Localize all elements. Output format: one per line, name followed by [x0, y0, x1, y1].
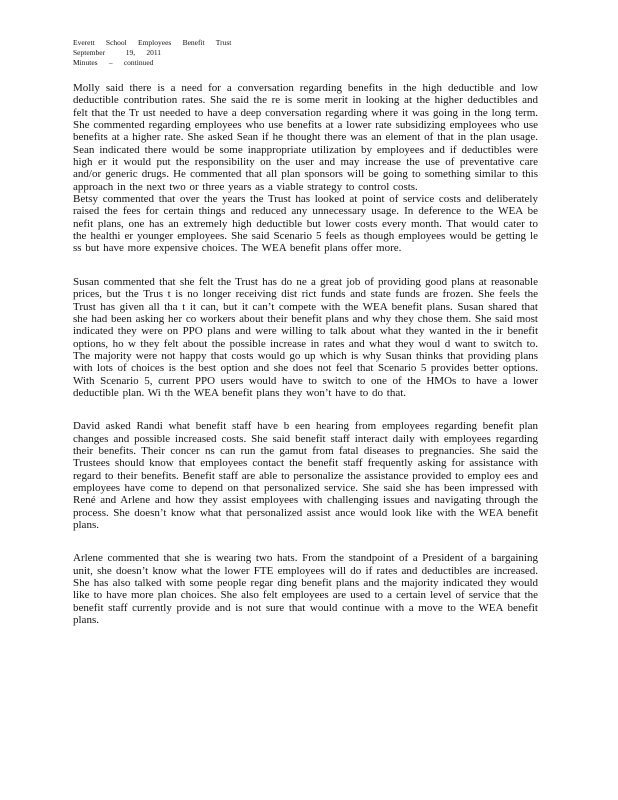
- header-date: September 19, 2011: [73, 48, 162, 57]
- paragraph-spacer: [73, 255, 538, 276]
- document-body: [73, 82, 538, 626]
- header-subtitle: Minutes – continued: [73, 58, 154, 67]
- paragraph-susan: Susan commented that she felt the Trust has do ne a great job of providing good plans at reasonable prices, but the Trus t is no longer receiving dist rict funds and state funds are frozen. She feels the Trust has given all tha t it can, but it can’t compete with the WEA benefit plans. Susan shared that she had been asking her co workers about their benefit plans and why they chose them. She said most indicated they were on PPO plans and were willing to talk about what they wanted in the ir benefit options, ho w they felt about the possible increase in rates and what they woul d want to switch to. The majority were not happy that costs would go up which is why Susan thinks that providing plans with lots of choices is the best option and she does not feel that Scenario 5 provides better options. With Scenario 5, current PPO users would have to switch to one of the HMOs to have a lower deductible plan. Wi th the WEA benefit plans they won’t have to do that.: [73, 275, 538, 399]
- document-header: [73, 38, 231, 68]
- paragraph-betsy: Betsy commented that over the years the Trust has looked at point of service costs and deliberately raised the fees for certain things and reduced any unnecessary usage. In deference to the WEA be nefit plans, one has an extremely high deductible but lower costs every month. That would cater to the healthi er younger employees. She said Scenario 5 feels as though employees would be getting le ss but have more expensive choices. The WEA benefit plans offer more.: [73, 193, 538, 255]
- paragraph-spacer: [73, 399, 538, 420]
- paragraph-david: David asked Randi what benefit staff have b een hearing from employees regarding benefit plan changes and possible increased costs. She said benefit staff interact daily with employees regarding their benefits. Their concer ns can run the gamut from fatal diseases to pregnancies. She said the Trustees should know that employees contact the benefit staff frequently asking for assistance with regard to their benefits. Benefit staff are able to personalize the assistance provided to employ ees and employees have come to depend on that personalized service. She said she has been impressed with René and Arlene and how they assist employees with challenging issues and navigating through the process. She doesn’t know what that personalized assist ance would look like with the WEA benefit plans.: [73, 420, 538, 531]
- paragraph-spacer: [73, 531, 538, 552]
- paragraph-arlene: Arlene commented that she is wearing two hats. From the standpoint of a President of a bargaining unit, she doesn’t know what the lower FTE employees will do if rates and deductibles are increased. She has also talked with some people regar ding benefit plans and the majority indicated they would like to have more plan choices. She also felt employees are used to a certain level of service that the benefit staff currently provide and is not sure that would continue with a move to the WEA benefit plans.: [73, 552, 538, 627]
- header-organization: Everett School Employees Benefit Trust: [73, 38, 232, 47]
- paragraph-molly: Molly said there is a need for a conversation regarding benefits in the high deductible and low deductible contribution rates. She said the re is some merit in looking at the higher deductibles and felt that the Tr ust needed to have a deep conversation regarding where it was going in the long term. She commented regarding employees who use benefits at a lower rate subsidizing employees who use benefits at a higher rate. She asked Sean if he thought there was an element of that in the plan usage. Sean indicated there would be some inappropriate utilization by employees and if deductibles were high er it would put the responsibility on the user and may increase the use of preventative care and/or generic drugs. He commented that all plan sponsors will be going to something similar to this approach in the next two or three years as a viable strategy to control costs.: [73, 82, 538, 193]
